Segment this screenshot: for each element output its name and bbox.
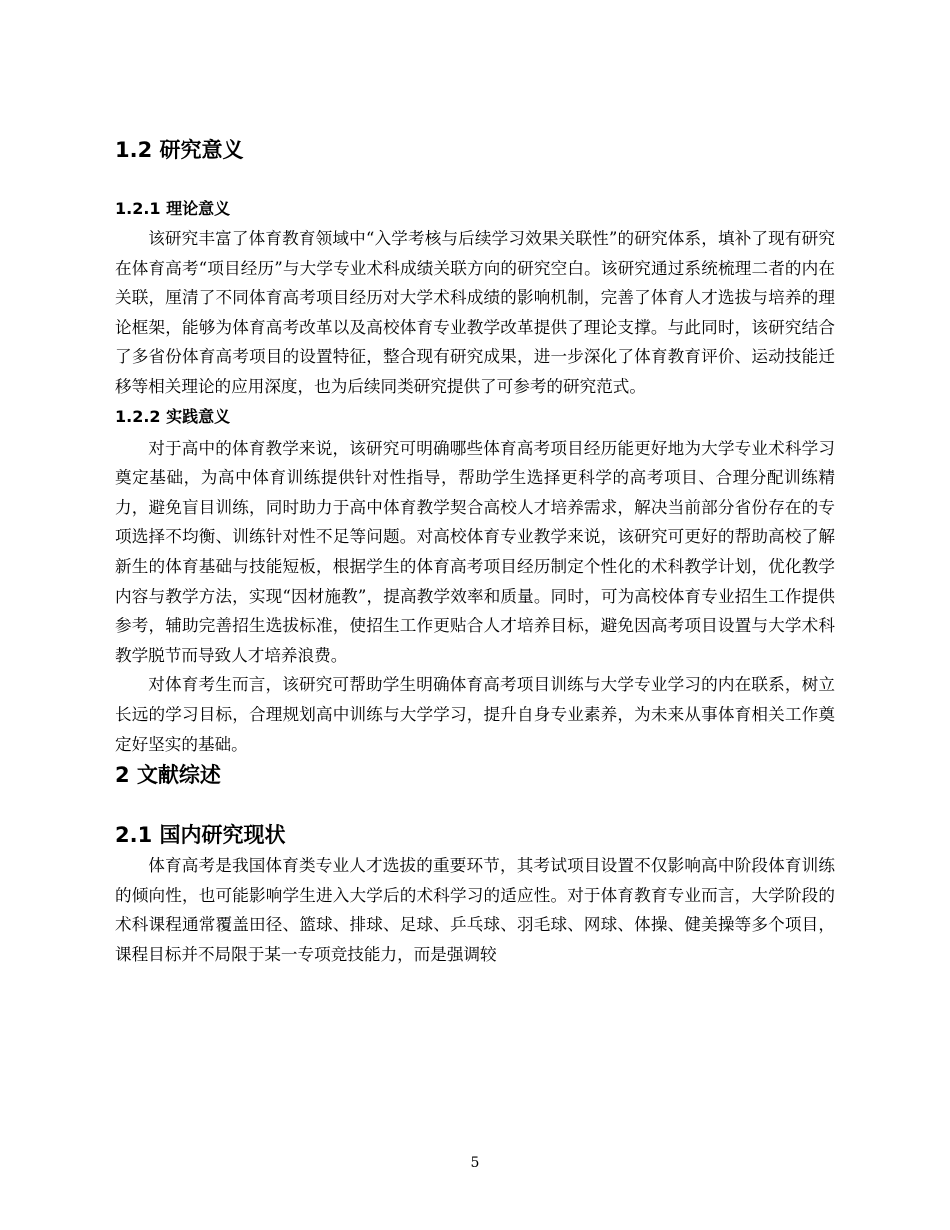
subsection-heading-1-2-2: 1.2.2 实践意义 — [115, 406, 231, 426]
section-heading-2-1: 2.1 国内研究现状 — [115, 823, 286, 848]
paragraph-practical-significance: 对于高中的体育教学来说，该研究可明确哪些体育高考项目经历能更好地为大学专业术科学习奠定基础，为高中体育训练提供针对性指导，帮助学生选择更科学的高考项目、合理分配训练精力，避免盲目训练，同时助力于高中体育教学契合高校人才培养需求，解决当前部分省份存在的专项选择不均衡、训练针对性不足等问题。对高校体育专业教学来说，该研究可更好的帮助高校了解新生的体育基础与技能短板，根据学生的体育高考项目经历制定个性化的术科教学计划，优化教学内容与教学方法，实现“因材施教”，提高教学效率和质量。同时，可为高校体育专业招生工作提供参考，辅助完善招生选拔标准，使招生工作更贴合人才培养目标，避免因高考项目设置与大学术科教学脱节而导致人才培养浪费。 — [115, 438, 835, 665]
section-heading-1-2: 1.2 研究意义 — [115, 138, 244, 162]
page-number: 5 — [470, 1155, 480, 1171]
paragraph-for-candidates: 对体育考生而言，该研究可帮助学生明确体育高考项目训练与大学专业学习的内在联系，树立长远的学习目标，合理规划高中训练与大学学习，提升自身专业素养，为未来从事体育相关工作奠定好坚实的基础。 — [115, 675, 835, 754]
subsection-heading-1-2-1: 1.2.1 理论意义 — [115, 199, 231, 218]
section-heading-2: 2 文献综述 — [115, 763, 221, 788]
paragraph-theoretical-significance: 该研究丰富了体育教育领域中“入学考核与后续学习效果关联性”的研究体系，填补了现有研究在体育高考“项目经历”与大学专业术科成绩关联方向的研究空白。该研究通过系统梳理二者的内在关联，厘清了不同体育高考项目经历对大学术科成绩的影响机制，完善了体育人才选拔与培养的理论框架，能够为体育高考改革以及高校体育专业教学改革提供了理论支撑。与此同时，该研究结合了多省份体育高考项目的设置特征，整合现有研究成果，进一步深化了体育教育评价、运动技能迁移等相关理论的应用深度，也为后续同类研究提供了可参考的研究范式。 — [115, 229, 835, 396]
paragraph-domestic-research: 体育高考是我国体育类专业人才选拔的重要环节，其考试项目设置不仅影响高中阶段体育训练的倾向性，也可能影响学生进入大学后的术科学习的适应性。对于体育教育专业而言，大学阶段的术科课程通常覆盖田径、篮球、排球、足球、乒乓球、羽毛球、网球、体操、健美操等多个项目，课程目标并不局限于某一专项竞技能力，而是强调较 — [115, 856, 835, 964]
document-body — [115, 134, 835, 969]
